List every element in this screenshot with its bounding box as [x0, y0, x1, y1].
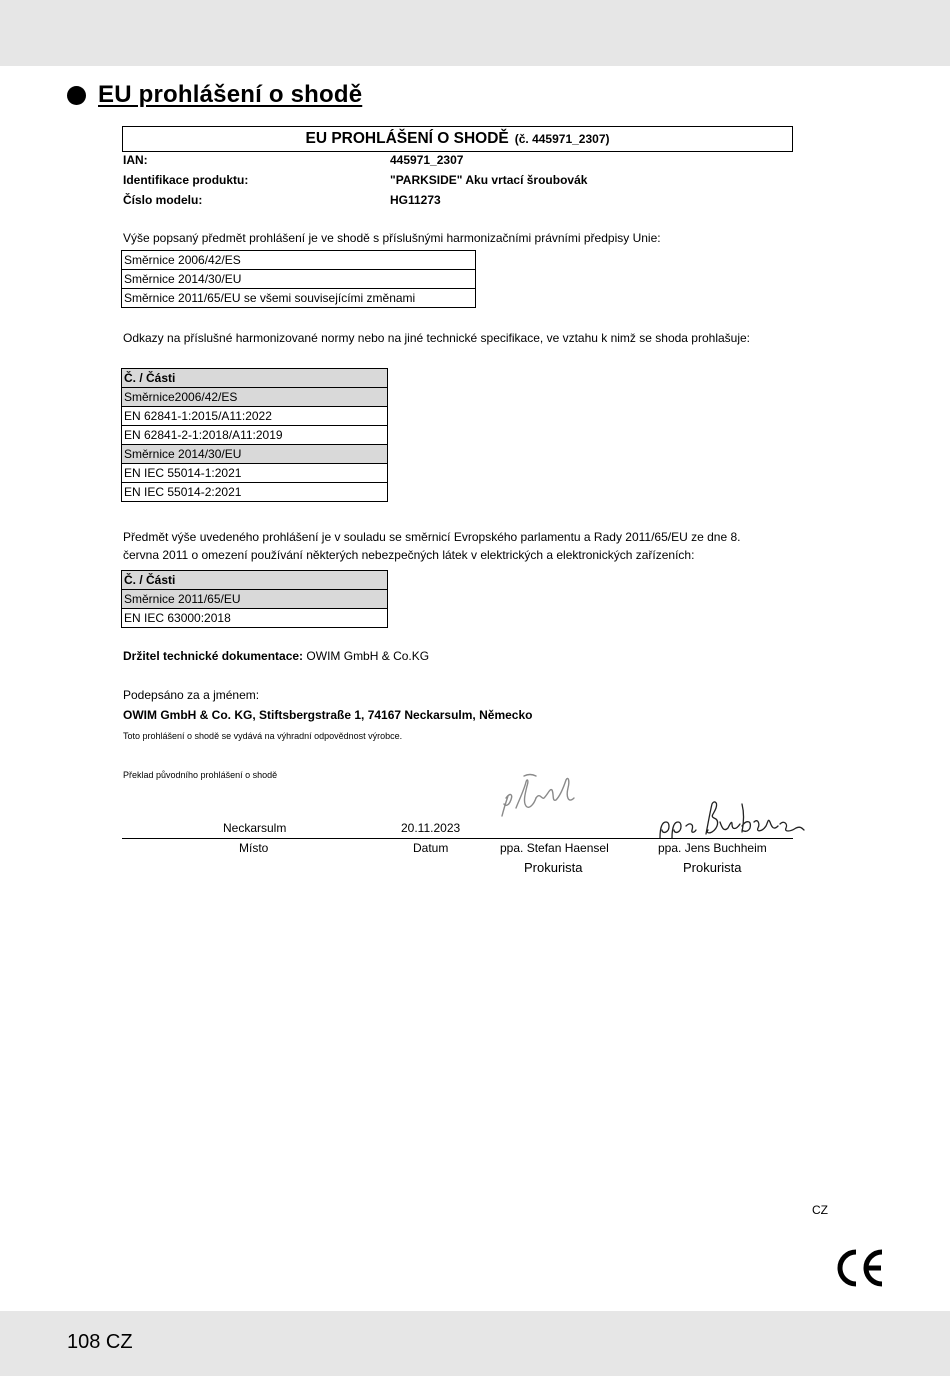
- signer2-role: Prokurista: [683, 860, 742, 875]
- field-value-product: "PARKSIDE" Aku vrtací šroubovák: [390, 173, 588, 187]
- holder-line: [123, 649, 429, 663]
- standards-table: [121, 368, 388, 502]
- standards-header: Č. / Části: [122, 369, 388, 388]
- declaration-title: EU PROHLÁŠENÍ O SHODĚ: [305, 130, 509, 147]
- rohs-intro-line1: Předmět výše uvedeného prohlášení je v souladu se směrnicí Evropského parlamentu a Rady 2011/65/EU ze dne 8.: [123, 530, 741, 544]
- declaration-number: (č. 445971_2307): [514, 132, 610, 146]
- bullet-icon: [67, 86, 86, 105]
- signature-haensel-image: [496, 768, 580, 830]
- translation-note: Překlad původního prohlášení o shodě: [123, 770, 278, 780]
- directives-table: [121, 250, 476, 308]
- rohs-intro-line2: června 2011 o omezení používání některých nebezpečných látek v elektrických a elektronických zařízeních:: [123, 548, 695, 562]
- date-label: Datum: [413, 841, 449, 855]
- standards-intro: Odkazy na příslušné harmonizované normy nebo na jiné technické specifikace, ve vztahu k nimž se shoda prohlašuje:: [123, 331, 751, 345]
- standards-cell: EN IEC 55014-1:2021: [122, 464, 388, 483]
- date-value: 20.11.2023: [401, 821, 461, 835]
- field-label-model: Číslo modelu:: [123, 193, 203, 207]
- signed-label: Podepsáno za a jménem:: [123, 688, 260, 702]
- ce-mark-icon: [834, 1248, 886, 1288]
- top-band: [0, 0, 950, 66]
- rohs-cell: Směrnice 2011/65/EU: [122, 590, 388, 609]
- standards-cell: Směrnice2006/42/ES: [122, 388, 388, 407]
- rohs-cell: EN IEC 63000:2018: [122, 609, 388, 628]
- signer2-name: ppa. Jens Buchheim: [658, 841, 767, 855]
- page-number: 108 CZ: [67, 1331, 133, 1353]
- field-label-ian: IAN:: [123, 153, 148, 167]
- signer1-role: Prokurista: [524, 860, 583, 875]
- holder-label: Držitel technické dokumentace:: [123, 649, 304, 663]
- country-code: CZ: [812, 1203, 828, 1217]
- bottom-band: [0, 1311, 950, 1376]
- place-label: Místo: [239, 841, 269, 855]
- signer1-name: ppa. Stefan Haensel: [500, 841, 609, 855]
- signature-line: [122, 838, 793, 839]
- page-title: EU prohlášení o shodě: [98, 81, 363, 108]
- responsibility-note: Toto prohlášení o shodě se vydává na výhradní odpovědnost výrobce.: [123, 731, 403, 741]
- field-value-model: HG11273: [390, 193, 441, 207]
- field-value-ian: 445971_2307: [390, 153, 464, 167]
- place-value: Neckarsulm: [223, 821, 287, 835]
- holder-value: OWIM GmbH & Co.KG: [306, 649, 430, 663]
- standards-cell: Směrnice 2014/30/EU: [122, 445, 388, 464]
- directive-cell: Směrnice 2011/65/EU se všemi souvisejícími změnami: [122, 289, 476, 308]
- standards-cell: EN IEC 55014-2:2021: [122, 483, 388, 502]
- company-address: OWIM GmbH & Co. KG, Stiftsbergstraße 1, 74167 Neckarsulm, Německo: [123, 708, 533, 722]
- rohs-header: Č. / Části: [122, 571, 388, 590]
- directive-cell: Směrnice 2006/42/ES: [122, 251, 476, 270]
- directives-intro: Výše popsaný předmět prohlášení je ve shodě s příslušnými harmonizačními právními předpisy Unie:: [123, 231, 661, 245]
- standards-cell: EN 62841-2-1:2018/A11:2019: [122, 426, 388, 445]
- field-label-product: Identifikace produktu:: [123, 173, 249, 187]
- declaration-title-box: [122, 126, 793, 152]
- rohs-table: [121, 570, 388, 628]
- standards-cell: EN 62841-1:2015/A11:2022: [122, 407, 388, 426]
- directive-cell: Směrnice 2014/30/EU: [122, 270, 476, 289]
